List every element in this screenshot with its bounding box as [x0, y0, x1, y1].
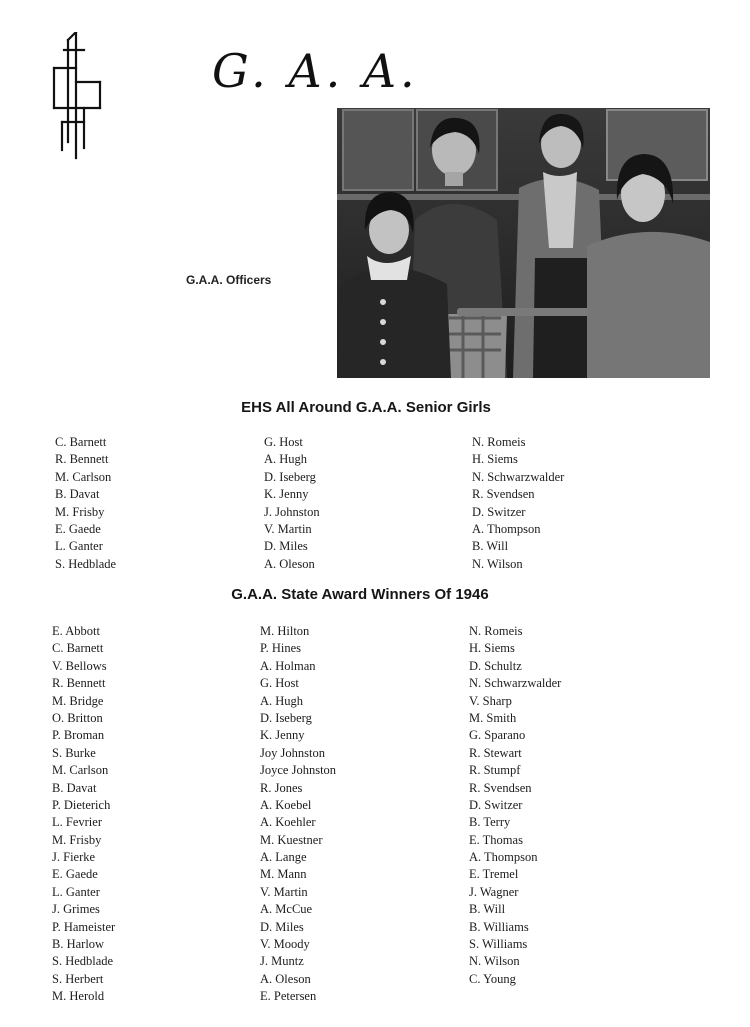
- state-award-column-1: [52, 623, 115, 1006]
- page-title: G. A. A.: [212, 44, 419, 98]
- name-item: A. Hugh: [260, 693, 304, 708]
- name-item: J. Grimes: [52, 902, 100, 917]
- name-item: C. Barnett: [55, 435, 107, 449]
- senior-girls-column-3: [472, 434, 564, 573]
- name-item: B. Williams: [469, 919, 529, 934]
- name-item: K. Jenny: [264, 487, 309, 502]
- name-item: A. Thompson: [472, 521, 541, 536]
- officers-photo-image: [337, 108, 710, 378]
- name-item: B. Terry: [469, 815, 511, 830]
- name-item: N. Wilson: [472, 556, 523, 571]
- state-award-column-2: [260, 623, 336, 1006]
- name-item: R. Jones: [260, 780, 303, 795]
- name-item: R. Svendsen: [472, 487, 535, 502]
- name-item: R. Svendsen: [469, 780, 532, 795]
- name-item: M. Mann: [260, 867, 307, 882]
- name-item: M. Frisby: [52, 832, 102, 847]
- name-item: B. Davat: [55, 487, 100, 502]
- name-item: J. Wagner: [469, 884, 519, 899]
- name-item: M. Kuestner: [260, 832, 323, 847]
- name-item: V. Martin: [264, 521, 312, 536]
- name-item: S. Hedblade: [52, 954, 114, 969]
- name-item: L. Ganter: [52, 884, 100, 899]
- name-item: B. Will: [472, 539, 509, 554]
- photo-caption: G.A.A. Officers: [186, 273, 272, 287]
- name-item: A. Lange: [260, 850, 307, 865]
- name-item: R. Stewart: [469, 745, 522, 760]
- name-item: A. Thompson: [469, 850, 538, 865]
- name-item: A. Oleson: [260, 971, 311, 986]
- name-item: A. Oleson: [264, 556, 315, 571]
- name-item: R. Stumpf: [469, 763, 521, 778]
- name-item: V. Bellows: [52, 658, 107, 673]
- name-item: G. Sparano: [469, 728, 526, 743]
- name-item: L. Fevrier: [52, 815, 102, 830]
- name-item: J. Muntz: [260, 954, 304, 969]
- name-item: J. Fierke: [52, 850, 96, 865]
- name-item: D. Switzer: [472, 504, 526, 519]
- name-item: C. Young: [469, 971, 516, 986]
- name-item: M. Carlson: [55, 469, 112, 484]
- name-item: R. Bennett: [55, 452, 109, 467]
- name-item: N. Schwarzwalder: [472, 469, 565, 484]
- name-item: S. Williams: [469, 937, 528, 952]
- name-item: M. Hilton: [260, 624, 310, 638]
- gaa-monogram-logo: [50, 32, 106, 160]
- name-item: Joyce Johnston: [260, 763, 337, 778]
- name-item: H. Siems: [469, 641, 515, 656]
- name-item: P. Hameister: [52, 919, 116, 934]
- name-item: P. Dieterich: [52, 797, 111, 812]
- name-item: B. Davat: [52, 780, 97, 795]
- name-item: O. Britton: [52, 710, 103, 725]
- name-item: R. Bennett: [52, 676, 106, 691]
- name-item: M. Carlson: [52, 763, 109, 778]
- name-item: N. Romeis: [472, 435, 526, 449]
- name-item: P. Hines: [260, 641, 301, 656]
- name-item: G. Host: [264, 435, 303, 449]
- name-item: E. Gaede: [52, 867, 98, 882]
- name-item: D. Miles: [264, 539, 308, 554]
- name-item: S. Hedblade: [55, 556, 117, 571]
- name-item: M. Bridge: [52, 693, 104, 708]
- name-item: E. Petersen: [260, 989, 317, 1004]
- name-item: E. Abbott: [52, 624, 100, 638]
- name-item: A. McCue: [260, 902, 313, 917]
- name-item: V. Martin: [260, 884, 308, 899]
- name-item: D. Switzer: [469, 797, 523, 812]
- name-item: E. Thomas: [469, 832, 523, 847]
- name-item: S. Burke: [52, 745, 96, 760]
- state-award-heading: G.A.A. State Award Winners Of 1946: [231, 586, 489, 603]
- name-item: A. Holman: [260, 658, 316, 673]
- name-item: K. Jenny: [260, 728, 305, 743]
- name-item: N. Schwarzwalder: [469, 676, 562, 691]
- name-item: M. Herold: [52, 989, 105, 1004]
- name-item: S. Herbert: [52, 971, 104, 986]
- state-award-column-3: [469, 623, 561, 988]
- name-item: M. Smith: [469, 710, 517, 725]
- name-item: A. Koebel: [260, 797, 312, 812]
- name-item: N. Wilson: [469, 954, 520, 969]
- name-item: D. Iseberg: [260, 710, 312, 725]
- name-item: V. Moody: [260, 937, 310, 952]
- name-item: G. Host: [260, 676, 299, 691]
- name-item: B. Will: [469, 902, 506, 917]
- name-item: V. Sharp: [469, 693, 512, 708]
- name-item: M. Frisby: [55, 504, 105, 519]
- name-item: N. Romeis: [469, 624, 523, 638]
- name-item: B. Harlow: [52, 937, 105, 952]
- senior-girls-column-1: [55, 434, 116, 573]
- name-item: J. Johnston: [264, 504, 320, 519]
- name-item: D. Miles: [260, 919, 304, 934]
- officers-photo: [337, 108, 710, 378]
- name-item: A. Koehler: [260, 815, 316, 830]
- name-item: C. Barnett: [52, 641, 104, 656]
- name-item: P. Broman: [52, 728, 105, 743]
- name-item: H. Siems: [472, 452, 518, 467]
- senior-girls-heading: EHS All Around G.A.A. Senior Girls: [241, 399, 491, 416]
- name-item: E. Tremel: [469, 867, 519, 882]
- name-item: D. Schultz: [469, 658, 522, 673]
- name-item: Joy Johnston: [260, 745, 325, 760]
- name-item: A. Hugh: [264, 452, 308, 467]
- name-item: D. Iseberg: [264, 469, 316, 484]
- senior-girls-column-2: [264, 434, 320, 573]
- name-item: E. Gaede: [55, 521, 101, 536]
- name-item: L. Ganter: [55, 539, 103, 554]
